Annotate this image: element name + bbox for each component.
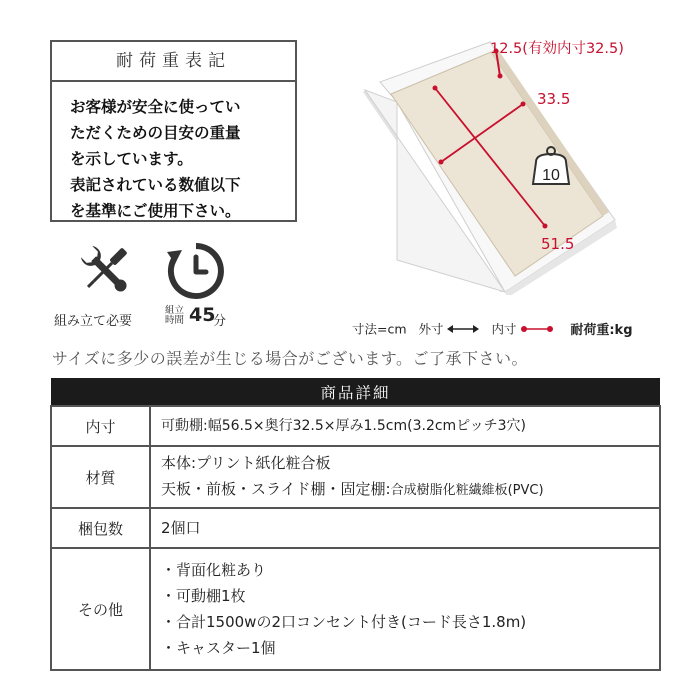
other-item: ・キャスター1個: [161, 639, 276, 657]
material-parts-detail: 合成樹脂化粧繊維板(PVC): [390, 483, 544, 498]
tools-icon: [75, 240, 135, 300]
package-count-value: [150, 508, 660, 548]
outer-arrow-icon: [447, 324, 479, 334]
load-line: を基準にご使用下さい。: [70, 202, 241, 220]
product-details-table: [50, 378, 661, 671]
inner-line-icon: [520, 324, 554, 334]
load-line: 表記されている数値以下: [70, 176, 241, 194]
assembly-time-value: 45: [189, 304, 216, 326]
legend-outer-label: 外寸: [418, 321, 444, 337]
other-item: ・可動棚1枚: [161, 587, 246, 605]
other-value: [150, 548, 660, 670]
load-line: お客様が安全に使ってい: [70, 98, 241, 116]
load-line: ただくための目安の重量: [70, 124, 241, 142]
load-capacity-box: [50, 40, 297, 222]
clock-icon: [165, 240, 227, 302]
assembly-time-unit: 分: [213, 314, 227, 329]
table-row: [51, 446, 660, 508]
package-count-label: 梱包数: [51, 508, 150, 548]
inner-measure-label: 33.5: [537, 90, 571, 108]
load-capacity-title: 耐荷重表記: [52, 42, 295, 82]
load-capacity-description: [52, 82, 295, 224]
other-item: ・合計1500wの2口コンセント付き(コード長さ1.8m): [161, 613, 527, 631]
depth-measure-label: 12.5(有効内寸32.5): [490, 41, 624, 57]
table-row: [51, 406, 660, 446]
assembly-time: [165, 240, 245, 330]
material-line-body: 本体:プリント紙化粧合板: [161, 454, 331, 472]
package-count-text: 2個口: [161, 519, 201, 537]
inner-dimension-label: 内寸: [51, 406, 150, 446]
legend-inner-label: 内寸: [491, 321, 517, 337]
material-parts-main: 天板・前板・スライド棚・固定棚:: [161, 480, 391, 498]
size-disclaimer: サイズに多少の誤差が生じる場合がございます。ご了承下さい。: [52, 349, 528, 368]
measurement-legend: [352, 319, 633, 338]
material-value: [150, 446, 660, 508]
inner-dimension-text: 可動棚:幅56.5×奥行32.5×厚み1.5cm(3.2cmピッチ3穴): [161, 418, 526, 434]
width-measure-label: 51.5: [541, 235, 575, 253]
material-line-parts: [161, 476, 659, 504]
assembly-time-caption: 組立時間: [165, 305, 185, 326]
other-label: その他: [51, 548, 150, 670]
product-details-header: 商品詳細: [51, 378, 660, 406]
assembly-required: [50, 240, 160, 330]
legend-load-label: 耐荷重:kg: [570, 323, 633, 338]
drawer-illustration: [355, 30, 675, 295]
material-label: 材質: [51, 446, 150, 508]
assembly-required-label: 組み立て必要: [54, 314, 133, 329]
other-item: ・背面化粧あり: [161, 561, 267, 579]
legend-units: 寸法=cm: [352, 321, 407, 337]
load-capacity-value: 10: [542, 167, 560, 184]
table-row: [51, 508, 660, 548]
load-line: を示しています。: [70, 150, 193, 168]
table-row: [51, 548, 660, 670]
inner-dimension-value: [150, 406, 660, 446]
